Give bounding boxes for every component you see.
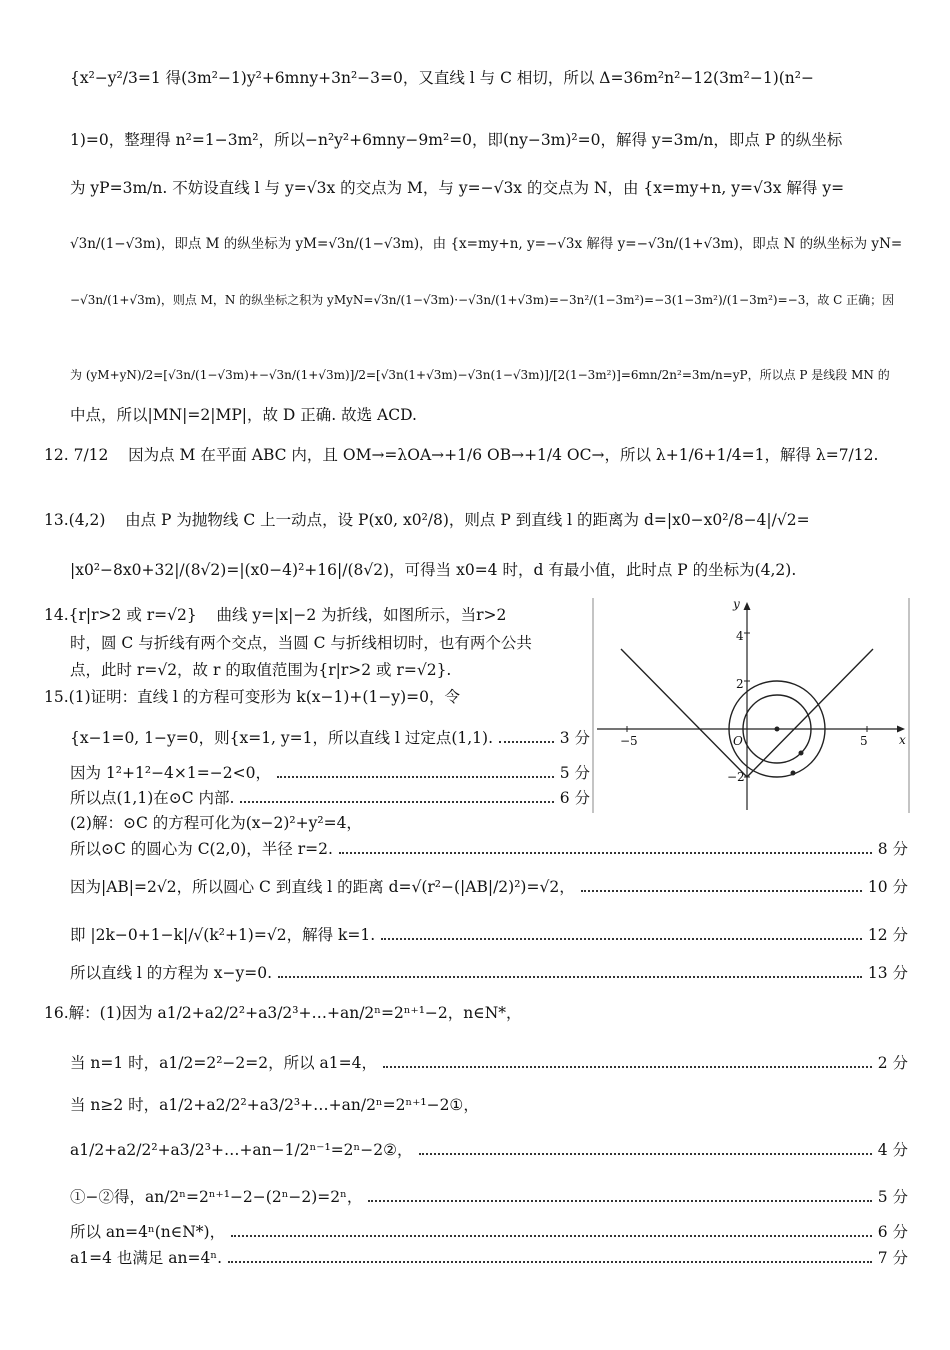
q15-text-8: 即 |2k−0+1−k|/√(k²+1)=√2，解得 k=1.: [70, 926, 376, 944]
q14-line-2: 时，圆 C 与折线有两个交点，当圆 C 与折线相切时，也有两个公共: [70, 634, 532, 652]
x-axis-label: x: [899, 733, 906, 747]
q15-line-5: (2)解：⊙C 的方程可化为(x−2)²+y²=4，: [70, 814, 362, 832]
q13-answer: (4,2): [68, 511, 106, 529]
q15-line-8: [70, 925, 908, 945]
q16-score-7: 7 分: [877, 1249, 908, 1267]
q14-number: 14.: [44, 606, 69, 624]
q16-line-4: [70, 1140, 908, 1160]
piecewise-circle-graph: [592, 598, 910, 813]
q15-score-8: 12 分: [867, 926, 908, 944]
q15-text-6: 所以⊙C 的圆心为 C(2,0)，半径 r=2.: [70, 840, 333, 858]
q16-line-5: [70, 1187, 908, 1207]
q14-answer: {r|r>2 或 r=√2}: [68, 606, 197, 624]
leader-dots: [339, 852, 872, 854]
q16-score-2: 2 分: [877, 1054, 908, 1072]
q12-number: 12.: [44, 446, 69, 464]
y-axis-label: y: [733, 598, 740, 611]
q16-line-2: [70, 1053, 908, 1073]
q14-line-1: [44, 605, 590, 625]
q16-line-1: [44, 1003, 908, 1023]
q15-text-9: 所以直线 l 的方程为 x−y=0.: [70, 964, 273, 982]
tick-label-x-neg5: −5: [620, 734, 638, 748]
q16-score-6: 6 分: [877, 1223, 908, 1241]
q14-solution-1: 曲线 y=|x|−2 为折线，如图所示，当r>2: [216, 606, 507, 624]
q12-solution: 因为点 M 在平面 ABC 内，且 OM→=λOA→+1/6 OB→+1/4 OC→，所以 λ+1/6+1/4=1，解得 λ=7/12.: [128, 446, 879, 464]
q15-score-3: 5 分: [559, 764, 590, 782]
leader-dots: [383, 1066, 872, 1068]
q13-number: 13.: [44, 511, 69, 529]
q15-number: 15.: [44, 688, 69, 706]
q16-line-3: 当 n≥2 时，a1/2+a2/2²+a3/2³+…+an/2ⁿ=2ⁿ⁺¹−2①，: [70, 1096, 479, 1114]
q11-line-6: 为 (yM+yN)/2=[√3n/(1−√3m)+−√3n/(1+√3m)]/2=[√3n(1+√3m)−√3n(1−√3m)]/[2(1−3m²)]=6mn/2n²=3m/n=yP，所以点 P 是线段 MN 的: [70, 368, 890, 382]
q15-text-2: {x−1=0, 1−y=0，则{x=1, y=1，所以直线 l 过定点(1,1).: [70, 729, 494, 747]
q15-line-9: [70, 963, 908, 983]
q15-text-3: 因为 1²+1²−4×1=−2<0，: [70, 764, 271, 782]
q15-line-6: [70, 839, 908, 859]
tick-label-x-5: 5: [860, 734, 868, 748]
q11-line-5: −√3n/(1+√3m)，则点 M，N 的纵坐标之积为 yMyN=√3n/(1−√3m)·−√3n/(1+√3m)=−3n²/(1−3m²)=−3(1−3m²)/(1−3m²)=−3，故 C 正确；因: [70, 293, 895, 307]
y-axis-arrow-icon: [744, 602, 751, 610]
q15-line-4: [70, 788, 590, 808]
q11-line-4: √3n/(1−√3m)，即点 M 的纵坐标为 yM=√3n/(1−√3m)，由 {x=my+n, y=−√3x 解得 y=−√3n/(1+√3m)，即点 N 的纵坐标为 yN=: [70, 236, 903, 252]
q13-line-1: [44, 510, 908, 530]
q11-line-1: {x²−y²/3=1 得(3m²−1)y²+6mny+3n²−3=0，又直线 l 与 C 相切，所以 Δ=36m²n²−12(3m²−1)(n²−: [70, 69, 814, 87]
q15-text-7: 因为|AB|=2√2，所以圆心 C 到直线 l 的距离 d=√(r²−(|AB|/2)²)=√2，: [70, 878, 575, 896]
q15-line-7: [70, 877, 908, 897]
leader-dots: [419, 1153, 872, 1155]
leader-dots: [499, 741, 554, 743]
q15-score-9: 13 分: [867, 964, 908, 982]
q16-line-7: [70, 1248, 908, 1268]
leader-dots: [277, 776, 554, 778]
q16-number: 16.: [44, 1004, 69, 1022]
q15-line-2: [70, 728, 590, 748]
q15-score-2: 3 分: [559, 729, 590, 747]
q16-text-4: a1/2+a2/2²+a3/2³+…+an−1/2ⁿ⁻¹=2ⁿ−2②，: [70, 1141, 413, 1159]
leader-dots: [368, 1200, 871, 1202]
q16-text-1: 解：(1)因为 a1/2+a2/2²+a3/2³+…+an/2ⁿ=2ⁿ⁺¹−2，n∈N*，: [68, 1004, 522, 1022]
leader-dots: [581, 890, 862, 892]
q11-line-7: 中点，所以|MN|=2|MP|，故 D 正确. 故选 ACD.: [70, 406, 417, 424]
intersection-point: [791, 771, 796, 776]
q16-text-6: 所以 an=4ⁿ(n∈N*)，: [70, 1223, 226, 1241]
q14-line-3: 点，此时 r=√2，故 r 的取值范围为{r|r>2 或 r=√2}.: [70, 661, 452, 679]
tick-label-y-4: 4: [736, 629, 744, 643]
q15-line-1: [44, 687, 590, 707]
tick-label-y-2: 2: [736, 677, 744, 691]
q11-line-3: 为 yP=3m/n. 不妨设直线 l 与 y=√3x 的交点为 M，与 y=−√3x 的交点为 N，由 {x=my+n, y=√3x 解得 y=: [70, 179, 845, 197]
q13-line-2: |x0²−8x0+32|/(8√2)=|(x0−4)²+16|/(8√2)，可得当 x0=4 时，d 有最小值，此时点 P 的坐标为(4,2).: [70, 561, 797, 579]
q15-line-3: [70, 763, 590, 783]
leader-dots: [381, 938, 862, 940]
leader-dots: [231, 1235, 872, 1237]
q16-line-6: [70, 1222, 908, 1242]
leader-dots: [240, 801, 553, 803]
q15-score-6: 8 分: [877, 840, 908, 858]
q15-text-1: (1)证明：直线 l 的方程可变形为 k(x−1)+(1−y)=0，令: [68, 688, 460, 706]
origin-label: O: [733, 734, 743, 748]
circle-center-point: [775, 727, 780, 732]
q16-text-7: a1=4 也满足 an=4ⁿ.: [70, 1249, 223, 1267]
leader-dots: [278, 976, 862, 978]
q16-score-4: 4 分: [877, 1141, 908, 1159]
q15-score-7: 10 分: [867, 878, 908, 896]
q12: [44, 445, 908, 465]
q16-text-5: ①−②得，an/2ⁿ=2ⁿ⁺¹−2−(2ⁿ−2)=2ⁿ，: [70, 1188, 363, 1206]
tangent-point: [799, 751, 804, 756]
q15-text-4: 所以点(1,1)在⊙C 内部.: [70, 789, 235, 807]
x-axis-arrow-icon: [897, 726, 905, 733]
leader-dots: [228, 1261, 872, 1263]
q11-line-2: 1)=0，整理得 n²=1−3m²，所以−n²y²+6mny−9m²=0，即(ny−3m)²=0，解得 y=3m/n，即点 P 的纵坐标: [70, 131, 843, 149]
q16-score-5: 5 分: [877, 1188, 908, 1206]
q16-text-2: 当 n=1 时，a1/2=2²−2=2，所以 a1=4，: [70, 1054, 378, 1072]
q13-solution-1: 由点 P 为抛物线 C 上一动点，设 P(x0, x0²/8)，则点 P 到直线 l 的距离为 d=|x0−x0²/8−4|/√2=: [125, 511, 810, 529]
q12-answer: 7/12: [73, 446, 109, 464]
q15-score-4: 6 分: [559, 789, 590, 807]
tick-label-y-neg2: −2: [727, 770, 745, 784]
